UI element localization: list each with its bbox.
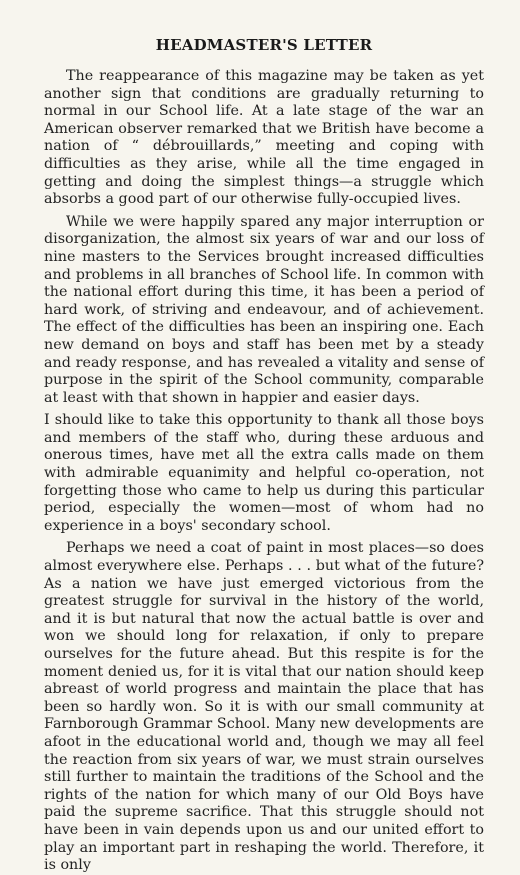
paragraph-1: The reappearance of this magazine may be taken as yet another sign that conditions are gradually returning to normal in our School life. At a late stage of the war an American observer remarked that we British have become a nation of “ débrouillards,” meeting and coping with difficulties as they arise, while all the time engaged in getting and doing the simplest things—a struggle which absorbs a good part of our otherwise fully-occupied lives. [44, 68, 484, 208]
paragraph-2: While we were happily spared any major interruption or disorganization, the almost six years of war and our loss of nine masters to the Services brought increased difficulties and problems in all branches of School life. In common with the national effort during this time, it has been a period of hard work, of striving and endeavour, and of achievement. The effect of the difficulties has been an inspiring one. Each new demand on boys and staff has been met by a steady and ready response, and has revealed a vitality and sense of purpose in the spirit of the School community, comparable at least with that shown in happier and easier days. [44, 213, 484, 406]
letter-title: HEADMASTER'S LETTER [155, 36, 373, 54]
paragraph-4: Perhaps we need a coat of paint in most places—so does almost everywhere else. Perhaps . . . but what of the future? As a nation we have just emerged victorious from the greatest struggle for survival in the history of the world, and it is but natural that now the actual battle is over and won we should long for relaxation, if only to prepare ourselves for the future ahead. But this respite is for the moment denied us, for it is vital that our nation should keep abreast of world progress and maintain the place that has been so hardly won. So it is with our small community at Farnborough Grammar School. Many new developments are afoot in the educational world and, though we may all feel the reaction from six years of war, we must strain ourselves still further to maintain the traditions of the School and the rights of the nation for which many of our Old Boys have paid the supreme sacrifice. That this struggle should not have been in vain depends upon us and our united effort to play an important part in reshaping the world. Therefore, it is only [44, 540, 484, 874]
paragraph-3: I should like to take this opportunity to thank all those boys and members of the staff who, during these arduous and onerous times, have met all the extra calls made on them with admirable equanimity and helpful co-operation, not forgetting those who came to help us during this particular period, especially the women—most of whom had no experience in a boys' secondary school. [44, 412, 484, 534]
